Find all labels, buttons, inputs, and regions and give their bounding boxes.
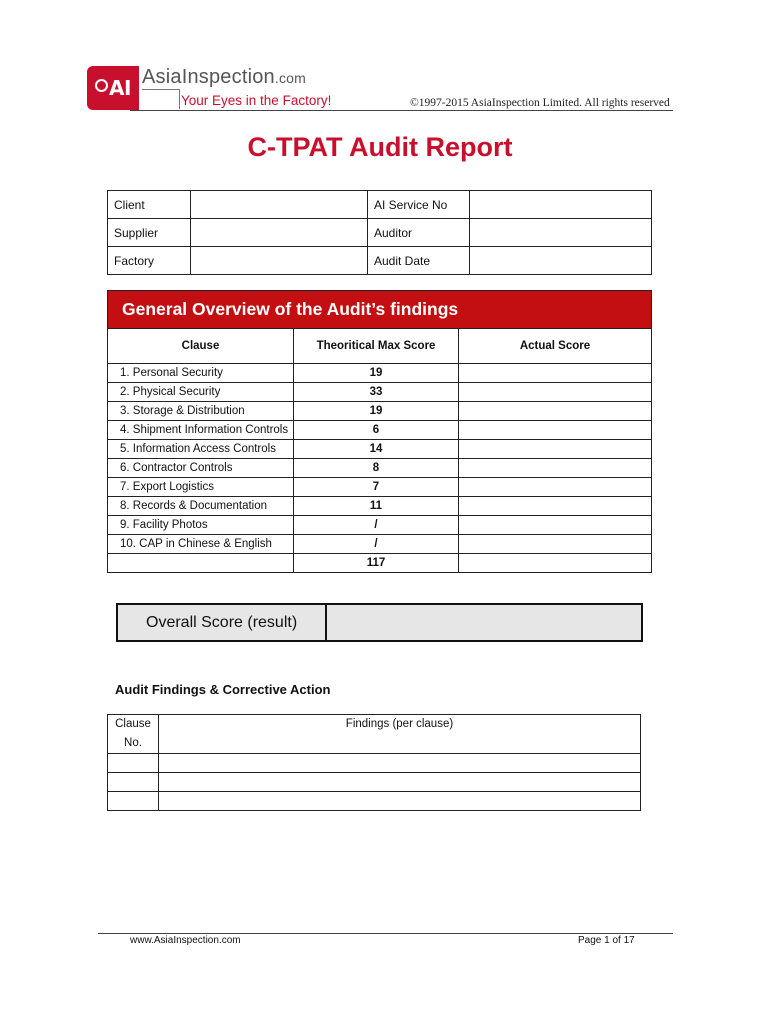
- brand-domain: .com: [274, 70, 307, 86]
- actual-score-cell[interactable]: [459, 364, 652, 383]
- findings-row: [108, 754, 641, 773]
- footer-website[interactable]: www.AsiaInspection.com: [130, 935, 241, 946]
- max-score-cell: 19: [294, 402, 459, 421]
- overview-header-row: [108, 329, 651, 364]
- supplier-field[interactable]: [191, 219, 368, 247]
- brand-name-text: AsiaInspection: [142, 66, 275, 88]
- footer-rule: [98, 933, 673, 934]
- service-no-label: AI Service No: [368, 191, 470, 219]
- actual-score-cell[interactable]: [459, 440, 652, 459]
- col-max-score: Theoritical Max Score: [294, 329, 459, 364]
- findings-row: [108, 792, 641, 811]
- overview-row: [108, 383, 651, 402]
- findings-title: Audit Findings & Corrective Action: [115, 682, 331, 697]
- clause-cell: 2. Physical Security: [108, 383, 294, 402]
- overview-row: [108, 516, 651, 535]
- overview-row: [108, 478, 651, 497]
- max-score-cell: /: [294, 516, 459, 535]
- findings-cell[interactable]: [108, 792, 159, 811]
- logo-divider: [142, 89, 180, 90]
- findings-header-row: [108, 715, 641, 754]
- auditor-field[interactable]: [470, 219, 652, 247]
- overall-score-label: Overall Score (result): [118, 605, 327, 640]
- overview-row: [108, 497, 651, 516]
- max-score-cell: 14: [294, 440, 459, 459]
- page-number: Page 1 of 17: [578, 935, 635, 946]
- max-score-cell: /: [294, 535, 459, 554]
- actual-score-cell[interactable]: [459, 459, 652, 478]
- max-score-cell: 7: [294, 478, 459, 497]
- audit-date-field[interactable]: [470, 247, 652, 275]
- findings-cell[interactable]: [159, 754, 641, 773]
- findings-row: [108, 773, 641, 792]
- overview-row: [108, 535, 651, 554]
- company-logo: [87, 66, 139, 110]
- actual-score-cell[interactable]: [459, 421, 652, 440]
- actual-score-cell[interactable]: [459, 554, 652, 573]
- service-no-field[interactable]: [470, 191, 652, 219]
- col-clause: Clause: [108, 329, 294, 364]
- info-row: [108, 219, 652, 247]
- actual-score-cell[interactable]: [459, 497, 652, 516]
- clause-cell: 5. Information Access Controls: [108, 440, 294, 459]
- max-score-cell: 33: [294, 383, 459, 402]
- header-rule: [130, 110, 673, 111]
- overview-heading: General Overview of the Audit’s findings: [108, 291, 651, 328]
- clause-cell: 6. Contractor Controls: [108, 459, 294, 478]
- clause-cell: 10. CAP in Chinese & English: [108, 535, 294, 554]
- findings-table: [107, 714, 641, 811]
- factory-field[interactable]: [191, 247, 368, 275]
- clause-cell: [108, 554, 294, 573]
- factory-label: Factory: [108, 247, 191, 275]
- clause-cell: 8. Records & Documentation: [108, 497, 294, 516]
- logo-divider-vertical: [179, 89, 180, 109]
- clause-cell: 3. Storage & Distribution: [108, 402, 294, 421]
- overview-row: [108, 440, 651, 459]
- overview-row: [108, 554, 651, 573]
- map-pin-icon: [95, 79, 108, 92]
- max-score-cell: 11: [294, 497, 459, 516]
- actual-score-cell[interactable]: [459, 402, 652, 421]
- client-field[interactable]: [191, 191, 368, 219]
- report-info-table: [107, 190, 652, 275]
- actual-score-cell[interactable]: [459, 535, 652, 554]
- overview-section: [107, 290, 652, 573]
- overview-row: [108, 459, 651, 478]
- brand-name: [142, 66, 306, 89]
- max-score-cell: 6: [294, 421, 459, 440]
- logo-mark: AI: [109, 76, 131, 100]
- actual-score-cell[interactable]: [459, 516, 652, 535]
- clause-cell: 4. Shipment Information Controls: [108, 421, 294, 440]
- findings-cell[interactable]: [159, 792, 641, 811]
- info-row: [108, 247, 652, 275]
- actual-score-cell[interactable]: [459, 478, 652, 497]
- report-title: C-TPAT Audit Report: [247, 132, 513, 162]
- actual-score-cell[interactable]: [459, 383, 652, 402]
- overall-score-box: [116, 603, 643, 642]
- col-actual-score: Actual Score: [459, 329, 652, 364]
- col-findings: Findings (per clause): [159, 715, 641, 754]
- info-row: [108, 191, 652, 219]
- auditor-label: Auditor: [368, 219, 470, 247]
- overall-score-value[interactable]: [327, 605, 641, 640]
- overview-row: [108, 402, 651, 421]
- overview-row: [108, 421, 651, 440]
- findings-cell[interactable]: [108, 773, 159, 792]
- audit-date-label: Audit Date: [368, 247, 470, 275]
- findings-cell[interactable]: [108, 754, 159, 773]
- client-label: Client: [108, 191, 191, 219]
- max-score-cell: 8: [294, 459, 459, 478]
- brand-tagline: Your Eyes in the Factory!: [181, 93, 332, 108]
- findings-cell[interactable]: [159, 773, 641, 792]
- col-clause-no: Clause No.: [108, 715, 159, 754]
- clause-cell: 9. Facility Photos: [108, 516, 294, 535]
- overview-row: [108, 364, 651, 383]
- clause-cell: 7. Export Logistics: [108, 478, 294, 497]
- supplier-label: Supplier: [108, 219, 191, 247]
- overview-score-table: [108, 328, 651, 572]
- max-score-cell: 19: [294, 364, 459, 383]
- copyright-text: ©1997-2015 AsiaInspection Limited. All rights reserved: [410, 97, 670, 109]
- clause-cell: 1. Personal Security: [108, 364, 294, 383]
- max-score-cell: 117: [294, 554, 459, 573]
